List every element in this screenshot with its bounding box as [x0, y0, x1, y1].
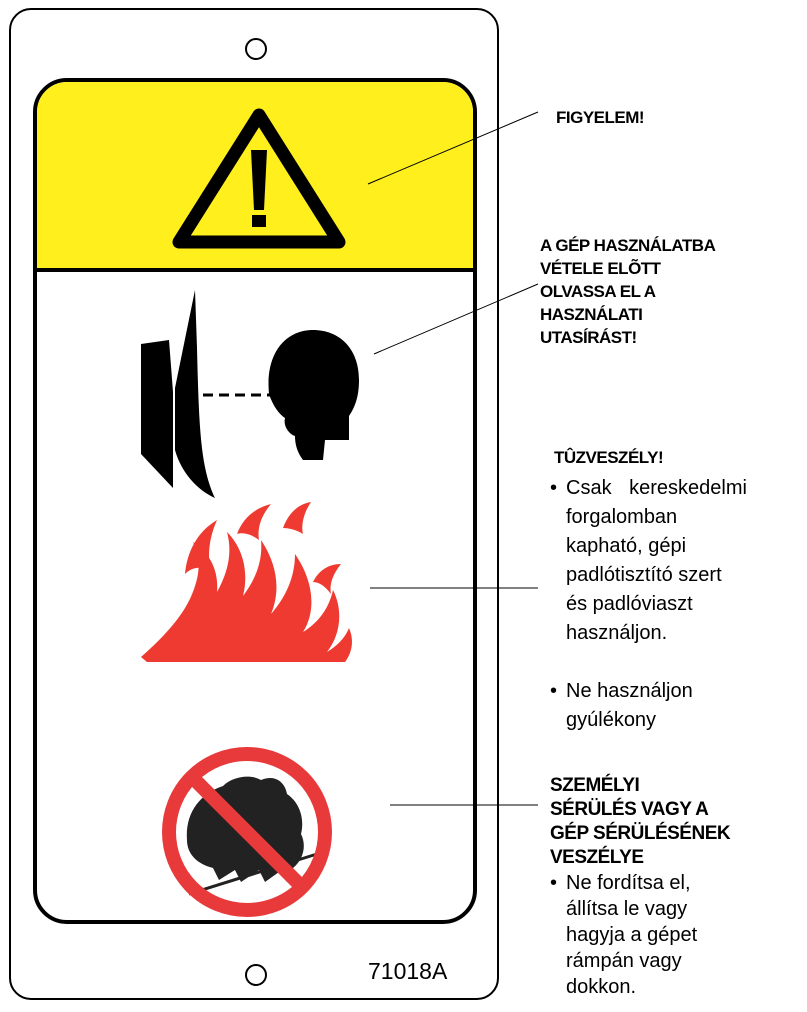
injury-bullet-line: hagyja a gépet [566, 924, 698, 946]
fire-bullet-line: forgalomban [566, 506, 678, 528]
fire-bullet-line: kapható, gépi [566, 535, 687, 557]
injury-title-line: GÉP SÉRÜLÉSÉNEK [550, 823, 731, 844]
injury-bullet-line: dokkon. [566, 976, 637, 998]
fire-bullet-line: és padlóviaszt [566, 593, 693, 615]
injury-bullet-line: állítsa le vagy [566, 898, 688, 920]
bullet-dot: • [550, 872, 558, 894]
manual-callout-line: OLVASSA EL A [540, 282, 656, 301]
fire-bullet-2 [550, 677, 800, 737]
warning-callout: FIGYELEM! [556, 108, 645, 127]
manual-callout [540, 234, 715, 349]
injury-title-line: SZEMÉLYI [550, 775, 640, 796]
manual-callout-line: A GÉP HASZNÁLATBA [540, 236, 716, 255]
manual-callout-line: VÉTELE ELÕTT [540, 259, 661, 278]
injury-bullet-1 [550, 870, 800, 1012]
bullet-dot: • [550, 477, 558, 499]
fire-bullet-line: gyúlékony [566, 709, 657, 731]
injury-bullet-line: rámpán vagy [566, 950, 682, 972]
fire-bullet-line: Ne használjon [566, 680, 693, 702]
injury-hazard-title [550, 774, 730, 870]
fire-bullet-line: használjon. [566, 622, 668, 644]
fire-bullet-1 [550, 474, 800, 649]
injury-title-line: SÉRÜLÉS VAGY A [550, 799, 709, 820]
injury-title-line: VESZÉLYE [550, 847, 644, 868]
fire-bullet-line: Csak kereskedelmi [566, 477, 747, 499]
part-number: 71018A [368, 958, 448, 984]
bullet-dot: • [550, 680, 558, 702]
injury-bullet-line: Ne fordítsa el, [566, 872, 691, 894]
manual-callout-line: HASZNÁLATI [540, 305, 643, 324]
fire-hazard-title: TÛZVESZÉLY! [554, 448, 664, 467]
manual-callout-line: UTASÍRÁST! [540, 328, 637, 347]
fire-bullet-line: padlótisztító szert [566, 564, 722, 586]
